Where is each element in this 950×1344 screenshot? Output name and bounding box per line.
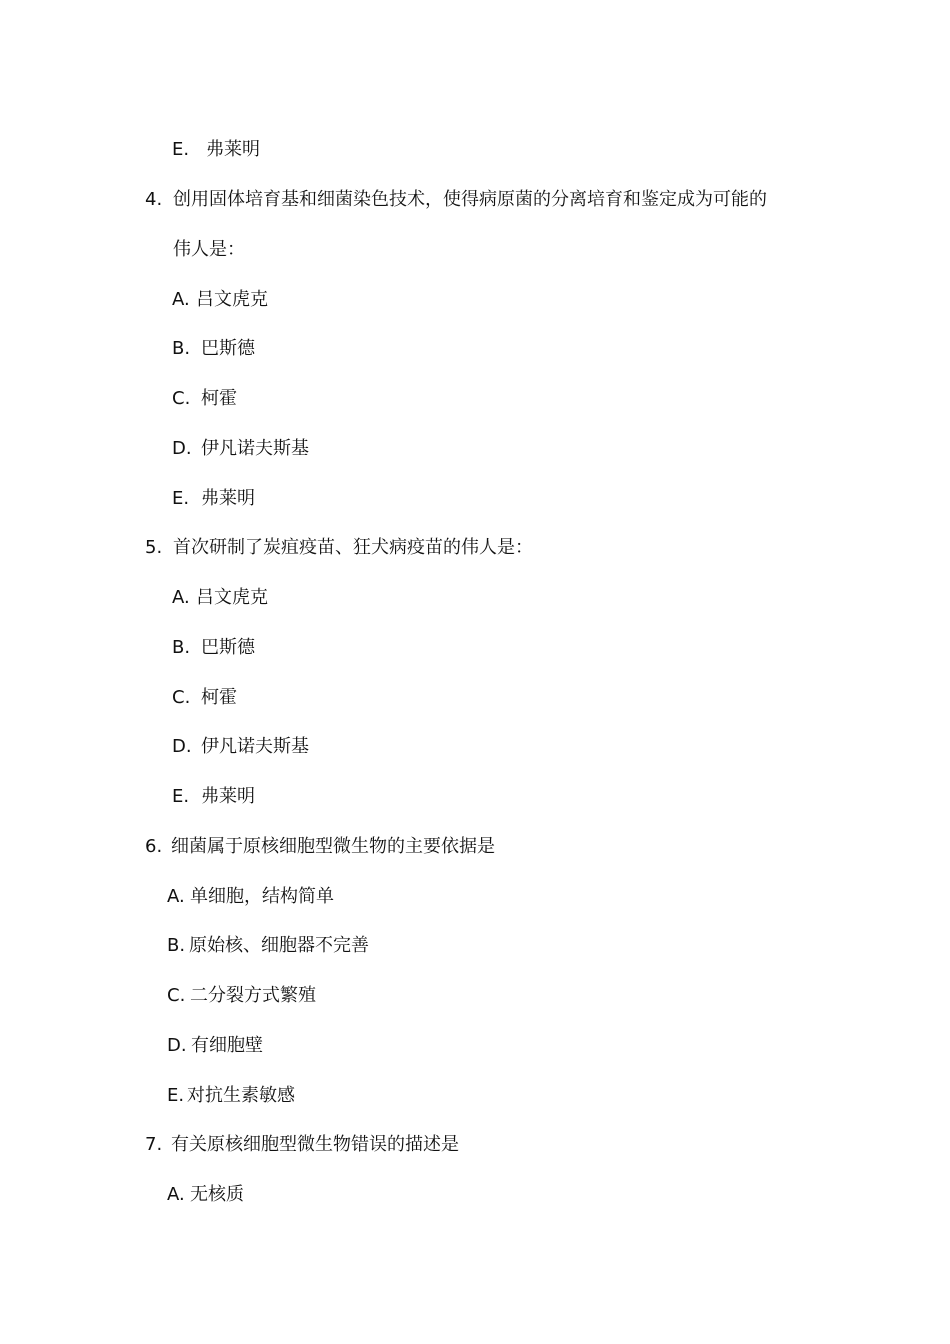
option-d-q4 — [172, 437, 309, 461]
option-marker: A. — [172, 289, 190, 310]
option-e-q6 — [167, 1084, 295, 1108]
question-text: 首次研制了炭疽疫苗、狂犬病疫苗的伟人是： — [173, 537, 533, 558]
option-marker: C. — [167, 985, 186, 1006]
option-text: 弗莱明 — [206, 139, 260, 160]
question-5 — [145, 536, 533, 560]
option-marker: E. — [172, 786, 190, 807]
question-text: 伟人是： — [173, 239, 245, 260]
option-marker: A. — [172, 587, 190, 608]
option-marker: C. — [172, 388, 191, 409]
option-text: 有细胞壁 — [191, 1035, 263, 1056]
option-marker: E. — [167, 1085, 185, 1106]
option-b-q5 — [172, 636, 255, 660]
option-text: 单细胞，结构简单 — [190, 886, 334, 907]
option-marker: B. — [167, 935, 186, 956]
option-text: 吕文虎克 — [196, 289, 268, 310]
option-a-q7 — [167, 1183, 244, 1207]
option-marker: A. — [167, 1184, 185, 1205]
option-text: 对抗生素敏感 — [187, 1085, 295, 1106]
option-marker: B. — [172, 637, 191, 658]
option-marker: D. — [172, 736, 192, 757]
question-text: 创用固体培育基和细菌染色技术，使得病原菌的分离培育和鉴定成为可能的 — [173, 189, 767, 210]
question-text: 有关原核细胞型微生物错误的描述是 — [171, 1134, 459, 1155]
option-text: 巴斯德 — [201, 637, 255, 658]
question-4 — [145, 188, 767, 212]
option-c-q5 — [172, 686, 237, 710]
question-number: 7. — [145, 1134, 163, 1155]
question-4-continuation — [173, 238, 245, 262]
question-6 — [145, 835, 495, 859]
option-d-q6 — [167, 1034, 263, 1058]
question-number: 4. — [145, 189, 163, 210]
option-text: 吕文虎克 — [196, 587, 268, 608]
question-7 — [145, 1133, 459, 1157]
option-a-q6 — [167, 885, 334, 909]
question-text: 细菌属于原核细胞型微生物的主要依据是 — [171, 836, 495, 857]
option-text: 原始核、细胞器不完善 — [189, 935, 369, 956]
option-a-q5 — [172, 586, 268, 610]
option-text: 伊凡诺夫斯基 — [201, 736, 309, 757]
option-marker: E. — [172, 488, 190, 509]
question-number: 6. — [145, 836, 163, 857]
option-e-q4 — [172, 487, 255, 511]
option-text: 伊凡诺夫斯基 — [201, 438, 309, 459]
option-text: 柯霍 — [201, 388, 237, 409]
option-marker: C. — [172, 687, 191, 708]
option-text: 弗莱明 — [201, 488, 255, 509]
option-text: 弗莱明 — [201, 786, 255, 807]
option-text: 无核质 — [190, 1184, 244, 1205]
option-d-q5 — [172, 735, 309, 759]
option-b-q4 — [172, 337, 255, 361]
option-e-q3 — [172, 138, 260, 162]
option-c-q6 — [167, 984, 316, 1008]
option-a-q4 — [172, 288, 268, 312]
option-marker: E. — [172, 139, 190, 160]
question-number: 5. — [145, 537, 163, 558]
option-text: 柯霍 — [201, 687, 237, 708]
option-marker: A. — [167, 886, 185, 907]
option-marker: D. — [167, 1035, 187, 1056]
option-text: 二分裂方式繁殖 — [190, 985, 316, 1006]
option-c-q4 — [172, 387, 237, 411]
option-marker: D. — [172, 438, 192, 459]
option-e-q5 — [172, 785, 255, 809]
option-marker: B. — [172, 338, 191, 359]
option-b-q6 — [167, 934, 369, 958]
option-text: 巴斯德 — [201, 338, 255, 359]
